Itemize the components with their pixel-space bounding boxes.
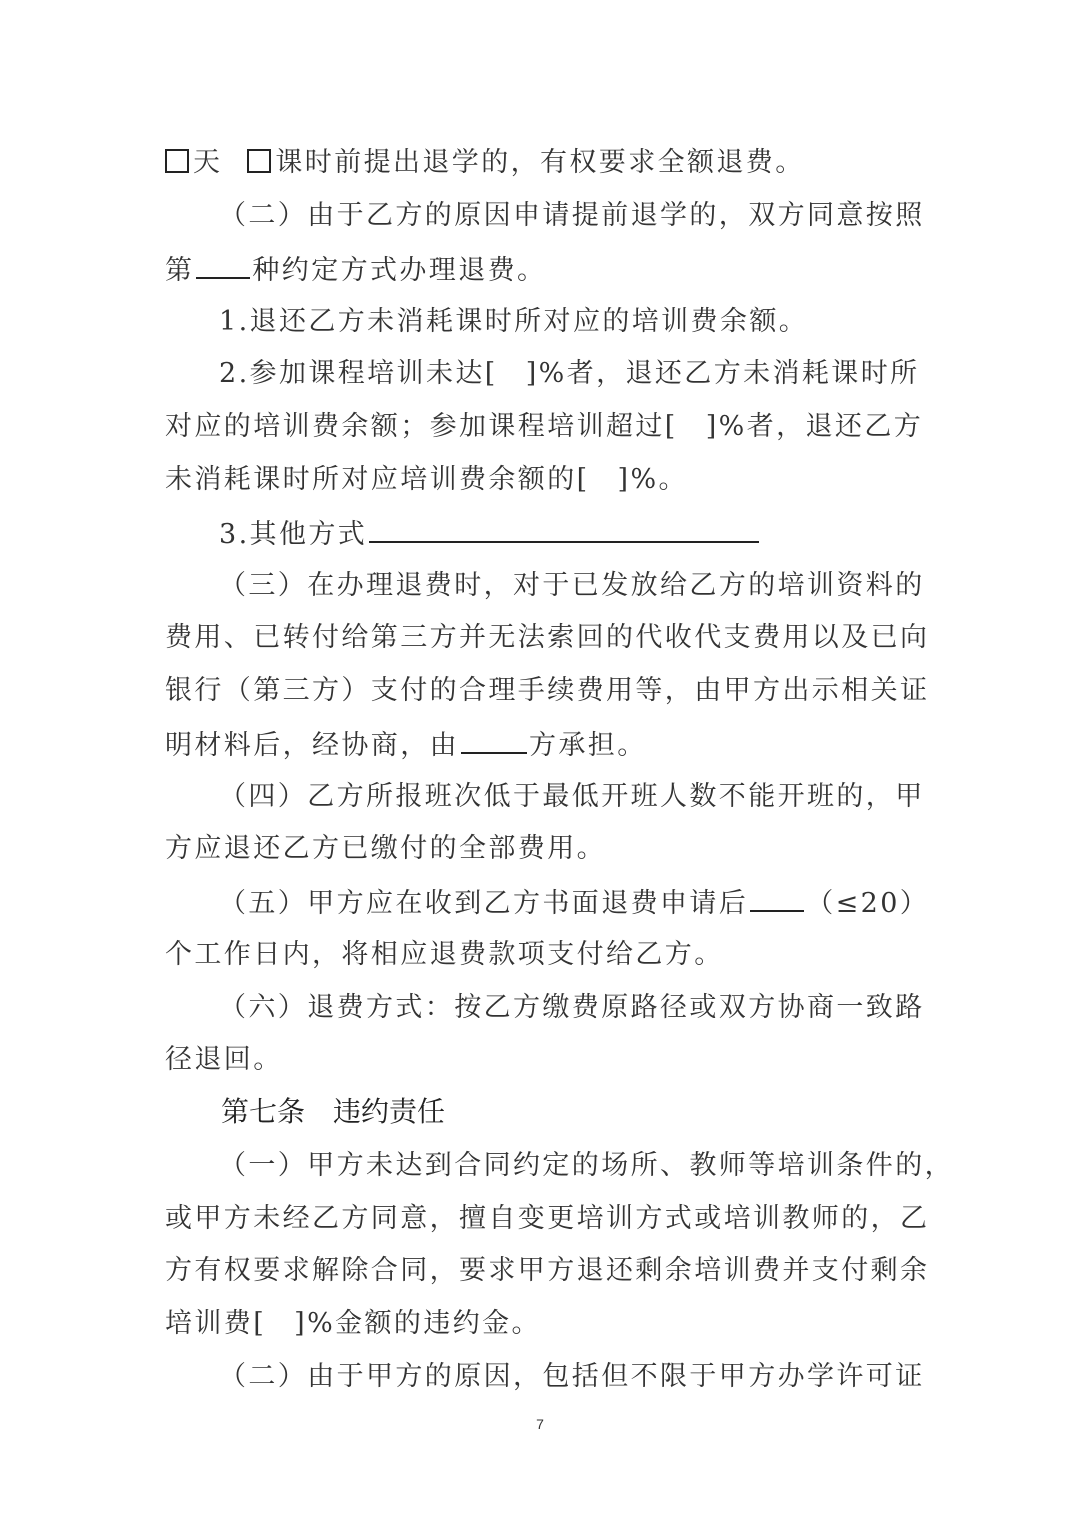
text-line [165, 724, 917, 764]
section-heading [221, 1092, 445, 1132]
text-line: 1.退还乙方未消耗课时所对应的培训费余额。 [219, 306, 809, 337]
text-fragment: 天 [193, 147, 223, 178]
heading-title: 违约责任 [333, 1095, 446, 1128]
text-line: 银行（第三方）支付的合理手续费用等，由甲方出示相关证 [165, 675, 930, 706]
text-line [219, 882, 930, 922]
blank-field-party[interactable] [461, 724, 527, 754]
text-fragment: 培训费[ [165, 1308, 267, 1339]
text-fragment: 明材料后，经协商，由 [165, 730, 459, 761]
text-line: 方应退还乙方已缴付的全部费用。 [165, 833, 606, 864]
text-line [219, 354, 919, 394]
text-line: （三）在办理退费时，对于已发放给乙方的培训资料的 [219, 570, 925, 601]
text-fragment: ]%者，退还乙方 [705, 411, 924, 442]
text-fragment: 第 [165, 255, 195, 286]
text-fragment: 种约定方式办理退费。 [252, 255, 547, 286]
text-fragment: 3.其他方式 [219, 519, 368, 550]
text-line: 个工作日内，将相应退费款项支付给乙方。 [165, 939, 724, 970]
text-line: （二）由于甲方的原因，包括但不限于甲方办学许可证 [219, 1361, 925, 1392]
blank-field-workdays[interactable] [750, 882, 804, 912]
page-number: 7 [536, 1416, 544, 1432]
text-line: （一）甲方未达到合同约定的场所、教师等培训条件的， [219, 1150, 954, 1181]
heading-number: 第七条 [221, 1095, 306, 1128]
blank-field-other-method[interactable] [369, 513, 759, 543]
text-line: 径退回。 [165, 1044, 283, 1075]
text-fragment: （五）甲方应在收到乙方书面退费申请后 [219, 888, 749, 919]
text-line: 方有权要求解除合同，要求甲方退还剩余培训费并支付剩余 [165, 1255, 930, 1286]
checkbox-days[interactable] [165, 149, 189, 173]
text-fragment: 课时前提出退学的，有权要求全额退费。 [275, 147, 805, 178]
text-fragment: 方承担。 [529, 730, 647, 761]
text-line: 费用、已转付给第三方并无法索回的代收代支费用以及已向 [165, 622, 930, 653]
blank-field-method[interactable] [196, 249, 250, 279]
text-line [165, 249, 917, 289]
text-fragment: 2.参加课程培训未达[ [219, 358, 498, 389]
text-line [165, 407, 924, 447]
text-line: （六）退费方式：按乙方缴费原路径或双方协商一致路 [219, 992, 925, 1023]
text-fragment: ]%者，退还乙方未消耗课时所 [525, 358, 920, 389]
text-line: （四）乙方所报班次低于最低开班人数不能开班的，甲 [219, 781, 925, 812]
text-line: （二）由于乙方的原因申请提前退学的，双方同意按照 [219, 200, 925, 231]
text-line [165, 143, 917, 183]
text-fragment: （≤20） [806, 888, 930, 919]
text-fragment: ]%。 [617, 464, 688, 495]
text-line [165, 460, 917, 500]
text-line [165, 1304, 917, 1344]
text-line: 或甲方未经乙方同意，擅自变更培训方式或培训教师的，乙 [165, 1203, 930, 1234]
text-fragment: ]%金额的违约金。 [294, 1308, 541, 1339]
text-line [219, 513, 919, 553]
checkbox-lessons[interactable] [247, 149, 271, 173]
text-fragment: 对应的培训费余额；参加课程培训超过[ [165, 411, 678, 442]
text-fragment: 未消耗课时所对应培训费余额的[ [165, 464, 590, 495]
